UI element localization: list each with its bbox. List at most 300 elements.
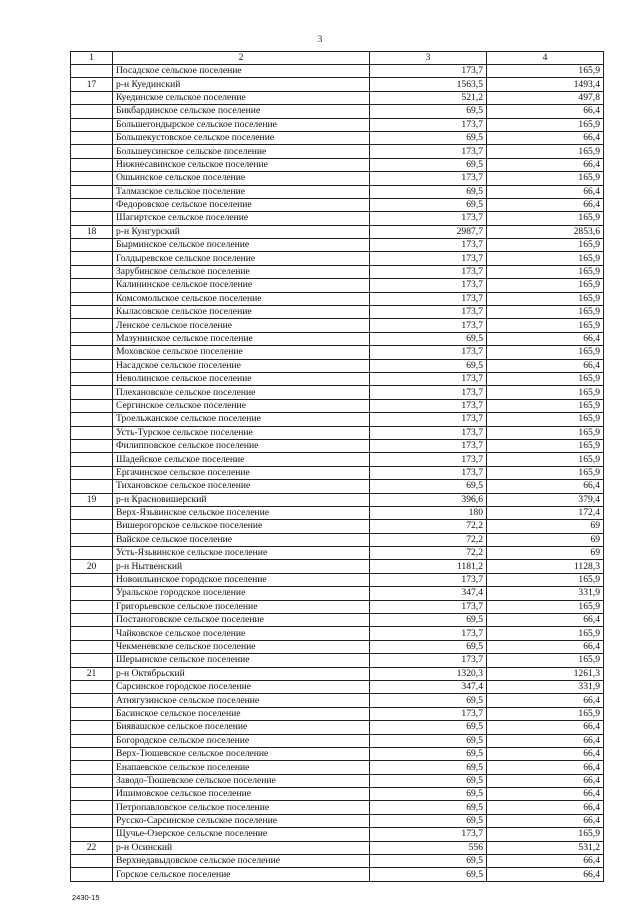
table-row: [71, 399, 604, 412]
row-number: 21: [71, 667, 113, 680]
table-row: [71, 654, 604, 667]
row-value-col4: 165,9: [487, 118, 604, 131]
table-row: [71, 239, 604, 252]
row-name: Григорьевское сельское поселение: [113, 600, 370, 613]
table-row: [71, 547, 604, 560]
row-name: Верхнедавыдовское сельское поселение: [113, 855, 370, 868]
row-number: [71, 600, 113, 613]
row-number: [71, 319, 113, 332]
row-value-col3: 347,4: [370, 587, 487, 600]
row-value-col4: 331,9: [487, 587, 604, 600]
table-row: [71, 292, 604, 305]
row-value-col4: 66,4: [487, 814, 604, 827]
row-value-col4: 66,4: [487, 614, 604, 627]
row-name: Енапаевское сельское поселение: [113, 761, 370, 774]
row-number: [71, 747, 113, 760]
row-name: Чекменевское сельское поселение: [113, 640, 370, 653]
row-value-col4: 66,4: [487, 734, 604, 747]
row-value-col3: 69,5: [370, 332, 487, 345]
row-value-col3: 173,7: [370, 426, 487, 439]
row-value-col3: 173,7: [370, 292, 487, 305]
row-value-col3: 69,5: [370, 747, 487, 760]
table-row: [71, 814, 604, 827]
row-number: [71, 212, 113, 225]
row-name: Голдыревское сельское поселение: [113, 252, 370, 265]
row-value-col3: 69,5: [370, 694, 487, 707]
row-value-col3: 556: [370, 841, 487, 854]
row-name: Комсомольское сельское поселение: [113, 292, 370, 305]
district-row: [71, 667, 604, 680]
row-value-col3: 69,5: [370, 359, 487, 372]
row-number: [71, 145, 113, 158]
row-name: Моховское сельское поселение: [113, 346, 370, 359]
row-value-col4: 66,4: [487, 721, 604, 734]
table-row: [71, 734, 604, 747]
table-row: [71, 332, 604, 345]
row-value-col4: 165,9: [487, 439, 604, 452]
row-number: [71, 573, 113, 586]
row-value-col3: 173,7: [370, 707, 487, 720]
row-value-col3: 69,5: [370, 721, 487, 734]
row-number: [71, 105, 113, 118]
row-name: Вишерогорское сельское поселение: [113, 520, 370, 533]
table-row: [71, 774, 604, 787]
row-name: Петропавловское сельское поселение: [113, 801, 370, 814]
table-row: [71, 118, 604, 131]
row-number: [71, 547, 113, 560]
table-row: [71, 212, 604, 225]
row-value-col3: 72,2: [370, 547, 487, 560]
row-name: Мазунинское сельское поселение: [113, 332, 370, 345]
row-value-col3: 69,5: [370, 158, 487, 171]
row-value-col3: 173,7: [370, 828, 487, 841]
row-name: Посадское сельское поселение: [113, 65, 370, 78]
district-row: [71, 841, 604, 854]
row-value-col3: 173,7: [370, 573, 487, 586]
row-value-col4: 1493,4: [487, 78, 604, 91]
row-number: [71, 239, 113, 252]
row-value-col3: 173,7: [370, 399, 487, 412]
table-row: [71, 680, 604, 693]
row-value-col4: 66,4: [487, 747, 604, 760]
row-value-col4: 165,9: [487, 372, 604, 385]
table-row: [71, 198, 604, 211]
table-row: [71, 614, 604, 627]
row-value-col3: 69,5: [370, 640, 487, 653]
row-value-col4: 66,4: [487, 774, 604, 787]
row-number: [71, 91, 113, 104]
table-row: [71, 480, 604, 493]
table-row: [71, 855, 604, 868]
table-row: [71, 252, 604, 265]
row-value-col4: 66,4: [487, 158, 604, 171]
row-value-col3: 69,5: [370, 198, 487, 211]
row-number: [71, 814, 113, 827]
row-value-col4: 66,4: [487, 131, 604, 144]
row-number: [71, 614, 113, 627]
row-name: Ишимовское сельское поселение: [113, 788, 370, 801]
row-name: Троельжанское сельское поселение: [113, 413, 370, 426]
table-row: [71, 131, 604, 144]
row-value-col4: 165,9: [487, 627, 604, 640]
table-row: [71, 533, 604, 546]
row-number: [71, 118, 113, 131]
row-name: Насадское сельское поселение: [113, 359, 370, 372]
row-value-col4: 379,4: [487, 493, 604, 506]
row-name: Верх-Тюшевское сельское поселение: [113, 747, 370, 760]
row-value-col3: 173,7: [370, 252, 487, 265]
row-number: [71, 788, 113, 801]
row-value-col4: 2853,6: [487, 225, 604, 238]
row-name: Шагиртское сельское поселение: [113, 212, 370, 225]
row-number: 20: [71, 560, 113, 573]
table-row: [71, 466, 604, 479]
row-name: Федоровское сельское поселение: [113, 198, 370, 211]
row-name: Усть-Язьвинское сельское поселение: [113, 547, 370, 560]
row-name: Богородское сельское поселение: [113, 734, 370, 747]
table-row: [71, 145, 604, 158]
row-value-col3: 1563,5: [370, 78, 487, 91]
row-value-col4: 165,9: [487, 145, 604, 158]
row-value-col3: 69,5: [370, 131, 487, 144]
table-row: [71, 694, 604, 707]
row-name: Бикбардинское сельское поселение: [113, 105, 370, 118]
row-value-col3: 69,5: [370, 614, 487, 627]
row-number: [71, 654, 113, 667]
row-number: [71, 466, 113, 479]
row-value-col4: 66,4: [487, 761, 604, 774]
row-number: [71, 774, 113, 787]
row-value-col3: 173,7: [370, 439, 487, 452]
table-row: [71, 761, 604, 774]
row-name: р-н Кунгурский: [113, 225, 370, 238]
table-row: [71, 279, 604, 292]
row-number: [71, 520, 113, 533]
row-number: [71, 480, 113, 493]
row-number: [71, 828, 113, 841]
row-number: [71, 627, 113, 640]
row-value-col4: 66,4: [487, 480, 604, 493]
table-row: [71, 587, 604, 600]
row-value-col4: 165,9: [487, 346, 604, 359]
row-value-col4: 165,9: [487, 239, 604, 252]
row-value-col4: 165,9: [487, 654, 604, 667]
row-number: [71, 346, 113, 359]
row-value-col3: 173,7: [370, 319, 487, 332]
allocation-table: [70, 51, 604, 882]
row-name: Ергачинское сельское поселение: [113, 466, 370, 479]
row-name: Шерьинское сельское поселение: [113, 654, 370, 667]
row-value-col4: 165,9: [487, 426, 604, 439]
row-value-col4: 172,4: [487, 506, 604, 519]
row-value-col3: 521,2: [370, 91, 487, 104]
row-value-col3: 69,5: [370, 814, 487, 827]
row-value-col4: 69: [487, 533, 604, 546]
row-value-col4: 66,4: [487, 801, 604, 814]
column-header-3: 3: [370, 52, 487, 65]
table-row: [71, 386, 604, 399]
table-row: [71, 346, 604, 359]
row-value-col4: 66,4: [487, 359, 604, 372]
row-number: [71, 734, 113, 747]
table-row: [71, 372, 604, 385]
row-value-col3: 69,5: [370, 480, 487, 493]
row-number: [71, 721, 113, 734]
column-header-2: 2: [113, 52, 370, 65]
row-value-col3: 173,7: [370, 413, 487, 426]
row-value-col3: 1181,2: [370, 560, 487, 573]
row-number: [71, 372, 113, 385]
row-number: [71, 855, 113, 868]
row-value-col4: 165,9: [487, 828, 604, 841]
row-value-col4: 165,9: [487, 292, 604, 305]
row-value-col4: 66,4: [487, 332, 604, 345]
table-row: [71, 788, 604, 801]
district-row: [71, 560, 604, 573]
row-number: [71, 439, 113, 452]
row-value-col3: 69,5: [370, 868, 487, 881]
row-value-col4: 165,9: [487, 212, 604, 225]
table-row: [71, 640, 604, 653]
row-number: [71, 680, 113, 693]
row-value-col3: 69,5: [370, 734, 487, 747]
row-value-col4: 165,9: [487, 707, 604, 720]
row-number: [71, 65, 113, 78]
row-number: [71, 158, 113, 171]
table-row: [71, 600, 604, 613]
row-value-col3: 173,7: [370, 145, 487, 158]
row-number: [71, 640, 113, 653]
row-value-col3: 69,5: [370, 788, 487, 801]
row-number: [71, 453, 113, 466]
row-number: 17: [71, 78, 113, 91]
table-row: [71, 359, 604, 372]
row-value-col3: 69,5: [370, 774, 487, 787]
row-value-col4: 165,9: [487, 252, 604, 265]
row-name: Нижнесавинское сельское поселение: [113, 158, 370, 171]
row-value-col4: 165,9: [487, 399, 604, 412]
row-value-col3: 1320,3: [370, 667, 487, 680]
row-name: Калининское сельское поселение: [113, 279, 370, 292]
row-number: [71, 707, 113, 720]
row-name: Постаноговское сельское поселение: [113, 614, 370, 627]
row-name: Плехановское сельское поселение: [113, 386, 370, 399]
row-value-col3: 173,7: [370, 212, 487, 225]
row-value-col4: 165,9: [487, 600, 604, 613]
row-number: [71, 279, 113, 292]
row-value-col3: 69,5: [370, 761, 487, 774]
row-value-col4: 165,9: [487, 65, 604, 78]
row-name: Чайковское сельское поселение: [113, 627, 370, 640]
row-value-col4: 165,9: [487, 413, 604, 426]
row-number: [71, 587, 113, 600]
row-value-col3: 173,7: [370, 346, 487, 359]
row-number: [71, 198, 113, 211]
row-name: Сарсинское городское поселение: [113, 680, 370, 693]
table-row: [71, 627, 604, 640]
row-value-col3: 347,4: [370, 680, 487, 693]
row-number: 18: [71, 225, 113, 238]
row-value-col4: 66,4: [487, 640, 604, 653]
row-value-col4: 165,9: [487, 466, 604, 479]
row-number: [71, 172, 113, 185]
row-name: Бырминское сельское поселение: [113, 239, 370, 252]
row-name: Сергинское сельское поселение: [113, 399, 370, 412]
row-name: Неволинское сельское поселение: [113, 372, 370, 385]
row-value-col4: 165,9: [487, 306, 604, 319]
column-header-4: 4: [487, 52, 604, 65]
row-name: Зарубинское сельское поселение: [113, 265, 370, 278]
table-row: [71, 172, 604, 185]
row-value-col3: 173,7: [370, 118, 487, 131]
row-value-col4: 66,4: [487, 694, 604, 707]
row-value-col4: 165,9: [487, 279, 604, 292]
row-value-col3: 173,7: [370, 466, 487, 479]
footer-code: 2430-15: [72, 893, 100, 902]
row-value-col4: 1128,3: [487, 560, 604, 573]
row-value-col3: 173,7: [370, 372, 487, 385]
table-row: [71, 506, 604, 519]
table-row: [71, 439, 604, 452]
row-value-col3: 173,7: [370, 627, 487, 640]
row-value-col4: 66,4: [487, 185, 604, 198]
row-name: Уральское городское поселение: [113, 587, 370, 600]
row-value-col3: 173,7: [370, 654, 487, 667]
table-row: [71, 91, 604, 104]
row-value-col4: 165,9: [487, 172, 604, 185]
row-name: р-н Октябрьский: [113, 667, 370, 680]
column-header-1: 1: [71, 52, 113, 65]
row-number: [71, 506, 113, 519]
row-name: Большекустовское сельское поселение: [113, 131, 370, 144]
row-number: [71, 359, 113, 372]
row-number: [71, 694, 113, 707]
row-value-col3: 173,7: [370, 386, 487, 399]
row-value-col4: 66,4: [487, 855, 604, 868]
row-number: [71, 413, 113, 426]
row-number: [71, 761, 113, 774]
table-row: [71, 707, 604, 720]
row-value-col3: 396,6: [370, 493, 487, 506]
row-name: р-н Нытвенский: [113, 560, 370, 573]
row-value-col3: 2987,7: [370, 225, 487, 238]
table-row: [71, 105, 604, 118]
row-number: 19: [71, 493, 113, 506]
row-value-col3: 69,5: [370, 801, 487, 814]
district-row: [71, 493, 604, 506]
row-value-col4: 66,4: [487, 105, 604, 118]
row-name: Вайское сельское поселение: [113, 533, 370, 546]
row-value-col4: 66,4: [487, 868, 604, 881]
table-row: [71, 868, 604, 881]
row-value-col3: 173,7: [370, 453, 487, 466]
table-row: [71, 828, 604, 841]
row-name: р-н Красновишерский: [113, 493, 370, 506]
table-row: [71, 319, 604, 332]
table-row: [71, 185, 604, 198]
table-row: [71, 265, 604, 278]
row-value-col4: 165,9: [487, 319, 604, 332]
district-row: [71, 225, 604, 238]
row-name: Верх-Язьвинское сельское поселение: [113, 506, 370, 519]
row-name: Большеусинское сельское поселение: [113, 145, 370, 158]
district-row: [71, 78, 604, 91]
table-row: [71, 721, 604, 734]
row-number: [71, 801, 113, 814]
row-value-col3: 180: [370, 506, 487, 519]
row-value-col4: 497,8: [487, 91, 604, 104]
row-value-col3: 69,5: [370, 105, 487, 118]
row-number: [71, 533, 113, 546]
row-name: Талмазское сельское поселение: [113, 185, 370, 198]
row-value-col4: 69: [487, 520, 604, 533]
row-value-col4: 1261,3: [487, 667, 604, 680]
row-number: 22: [71, 841, 113, 854]
table-row: [71, 747, 604, 760]
row-number: [71, 399, 113, 412]
row-value-col4: 165,9: [487, 573, 604, 586]
row-name: Шадейское сельское поселение: [113, 453, 370, 466]
table-row: [71, 801, 604, 814]
table-row: [71, 453, 604, 466]
table-row: [71, 573, 604, 586]
row-number: [71, 265, 113, 278]
row-value-col4: 69: [487, 547, 604, 560]
row-number: [71, 252, 113, 265]
row-name: Большегондырское сельское поселение: [113, 118, 370, 131]
row-value-col3: 173,7: [370, 279, 487, 292]
row-number: [71, 292, 113, 305]
row-value-col3: 173,7: [370, 172, 487, 185]
row-value-col3: 173,7: [370, 239, 487, 252]
row-value-col4: 66,4: [487, 198, 604, 211]
row-name: Ленское сельское поселение: [113, 319, 370, 332]
table-row: [71, 65, 604, 78]
row-name: Биявашское сельское поселение: [113, 721, 370, 734]
row-value-col4: 331,9: [487, 680, 604, 693]
row-name: Горское сельское поселение: [113, 868, 370, 881]
row-number: [71, 306, 113, 319]
row-number: [71, 426, 113, 439]
row-number: [71, 386, 113, 399]
row-value-col3: 69,5: [370, 855, 487, 868]
row-name: Куединское сельское поселение: [113, 91, 370, 104]
table-row: [71, 426, 604, 439]
page-number: 3: [317, 34, 323, 44]
row-value-col4: 165,9: [487, 453, 604, 466]
row-name: р-н Осинский: [113, 841, 370, 854]
row-value-col4: 531,2: [487, 841, 604, 854]
table-header-row: [71, 52, 604, 65]
row-name: Басинское сельское поселение: [113, 707, 370, 720]
table-row: [71, 306, 604, 319]
row-number: [71, 185, 113, 198]
row-value-col3: 173,7: [370, 306, 487, 319]
row-value-col3: 69,5: [370, 185, 487, 198]
row-number: [71, 332, 113, 345]
table-row: [71, 158, 604, 171]
row-value-col3: 72,2: [370, 533, 487, 546]
row-name: Усть-Турское сельское поселение: [113, 426, 370, 439]
row-value-col3: 173,7: [370, 65, 487, 78]
table-row: [71, 520, 604, 533]
row-name: Тихановское сельское поселение: [113, 480, 370, 493]
row-name: Заводо-Тюшевское сельское поселение: [113, 774, 370, 787]
row-value-col3: 173,7: [370, 600, 487, 613]
row-name: Новоильинское городское поселение: [113, 573, 370, 586]
row-name: р-н Куединский: [113, 78, 370, 91]
row-value-col3: 173,7: [370, 265, 487, 278]
